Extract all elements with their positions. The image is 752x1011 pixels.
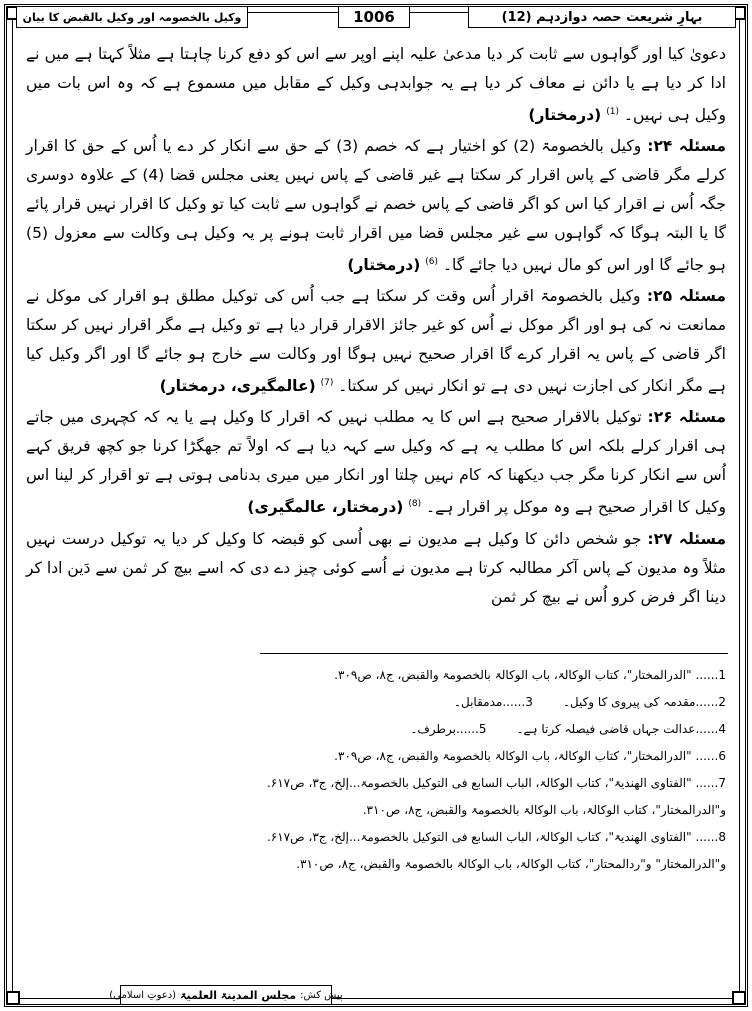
footnote-number: 1 — [718, 668, 726, 682]
paragraph-text: توکیل بالاقرار صحیح ہے اس کا یہ مطلب نہیں کہ اقرار کا وکیل ہے یا یہ کہ کچہری میں جاتے ہی اقرار کرلے بلکہ اس کا مطلب یہ ہے کہ وکیل سے کہہ دیا ہے کہ اولاً تم جھگڑا کرنا جو کچھ فریق کہے اُس سے انکار کرنا مگر جب دیکھنا کہ کام نہیں چلتا اور انکار میں میری بدنامی ہوتی ہے تو اقرار کر لینا اس وکیل کا اقرار صحیح ہے وہ موکل پر اقرار ہے۔ — [26, 408, 726, 517]
footnote-4-5: 4......عدالت جہاں قاضی فیصلہ کرتا ہے۔ 5......برطرف۔ — [26, 716, 726, 743]
page-number: 1006 — [338, 6, 410, 28]
paragraph-text: وکیل بالخصومۃ (2) کو اختیار ہے کہ خصم (3) کے حق سے انکار کر دے یا اُس کے حق کا اقرار کرلے مگر قاضی کے پاس اقرار کر سکتا ہے غیر قاضی کے پاس نہیں یعنی مجلس قضا (4) کے علاوہ دوسری جگہ اُس نے اقرار کیا اس کو اگر قاضی کے پاس خصم نے گواہوں سے ثابت کیا تو وکیل کا اقرار نہیں قرار پائے گا یا البتہ ہوگا کہ گواہوں سے غیر مجلس قضا میں اقرار ثابت ہونے پر یہ وکیل ہی وکالت سے معزول (5) ہو جائے گا اور اس کو مال نہیں دیا جائے گا۔ — [26, 137, 726, 275]
footnote-number: 5 — [478, 722, 487, 736]
corner-ornament-bottom-right — [732, 991, 746, 1005]
corner-ornament-bottom-left — [6, 991, 20, 1005]
main-text — [26, 40, 726, 614]
footnote-marker: (7) — [320, 378, 334, 389]
footer-label: پیش کش: — [300, 989, 343, 1001]
footnote-7: 7...... "الفتاوی الھندیۃ"، کتاب الوکالۃ، الباب السابع فی التوکیل بالخصومۃ...إلخ، ج۳، ص۶۱۷. — [266, 776, 726, 790]
paragraph-text: جو شخص دائن کا وکیل ہے مدیون نے بھی اُسی کو قبضہ کا وکیل کر دیا یہ توکیل درست نہیں مثلاً وہ مدیون کے پاس آکر مطالبہ کرتا ہے مدیون نے اُسے کوئی چیز دے دی کہ اسے بیچ کر ثمن سے دَین ادا کر دینا اگر فرض کرو اُس نے بیچ کر ثمن — [26, 529, 726, 606]
masala-label: مسئلہ ۲۵: — [646, 287, 726, 306]
footnote-text: عدالت جہاں قاضی فیصلہ کرتا ہے۔ — [516, 722, 696, 736]
footnote-marker: (6) — [425, 257, 439, 268]
footnote-text: "الفتاوی الھندیۃ"، کتاب الوکالۃ، الباب السابع فی التوکیل بالخصومۃ...إلخ، ج۳، ص۶۱۷. — [266, 830, 692, 844]
footnote-7-continued — [26, 797, 726, 824]
footnote-text: مقدمہ کی پیروی کا وکیل۔ — [562, 695, 696, 709]
footnote-8-continued — [26, 851, 726, 878]
publisher-footer — [109, 985, 343, 1005]
footnote-marker: (8) — [408, 499, 422, 510]
footnote-text: برطرف۔ — [410, 722, 456, 736]
footnote-number: 3 — [525, 695, 533, 709]
source-reference: (عالمگیری، درمختار) — [159, 377, 316, 396]
footnotes — [26, 662, 726, 878]
chapter-title: وکیل بالخصومہ اور وکیل بالقبض کا بیان — [16, 6, 248, 28]
footnote-text: مدمقابل۔ — [453, 695, 503, 709]
footnote-6: 6...... "الدرالمختار"، کتاب الوکالۃ، باب الوکالۃ بالخصومۃ والقبض، ج۸، ص۳۰۹. — [334, 749, 726, 763]
masala-label: مسئلہ ۲۷: — [647, 529, 726, 548]
page-header — [16, 6, 736, 30]
footnote-number: 8 — [718, 830, 726, 844]
source-reference: (درمختار) — [347, 256, 421, 275]
footnote-1: 1...... "الدرالمختار"، کتاب الوکالۃ، باب الوکالۃ بالخصومۃ والقبض، ج۸، ص۳۰۹. — [334, 668, 726, 682]
footnote-number: 4 — [718, 722, 726, 736]
footnote-text: و"الدرالمختار" و"ردالمحتار"، کتاب الوکالۃ، باب الوکالۃ بالخصومۃ والقبض، ج۸، ص۳۱۰. — [296, 857, 726, 871]
organization-name: (دعوتِ اسلامی) — [109, 989, 177, 1001]
footnote-number: 6 — [718, 749, 726, 763]
book-title: بہارِ شریعت حصہ دوازدہم (12) — [468, 6, 736, 28]
paragraph-text: وکیل بالخصومۃ اقرار اُس وقت کر سکتا ہے جب اُس کی توکیل مطلق ہو اقرار کی موکل نے ممانعت نہ کی ہو اور اگر موکل نے اُس کو غیر جائز الاقرار قرار دیا ہے تو وکیل ہے مگر اقرار نہیں کر سکتا اگر قاضی کے پاس یہ اقرار کرے گا اقرار صحیح نہیں ہوگا اور وکالت سے خارج ہو جائے گا اور اگر وکیل کیا ہے مگر انکار کی اجازت نہیں دی ہے تو انکار نہیں کر سکتا۔ — [26, 287, 726, 396]
footnote-text: و"الدرالمختار"، کتاب الوکالۃ، باب الوکالۃ بالخصومۃ والقبض، ج۸، ص۳۱۰. — [362, 803, 726, 817]
masala-26 — [26, 403, 726, 522]
masala-label: مسئلہ ۲۶: — [647, 408, 726, 427]
source-reference: (درمختار، عالمگیری) — [247, 498, 404, 517]
footnote-text: "الدرالمختار"، کتاب الوکالۃ، باب الوکالۃ بالخصومۃ والقبض، ج۸، ص۳۰۹. — [334, 749, 692, 763]
footnote-2-3: 2......مقدمہ کی پیروی کا وکیل۔ 3......مدمقابل۔ — [26, 689, 726, 716]
masala-27 — [26, 525, 726, 612]
publisher-name: مجلس المدینۃ العلمیۃ — [180, 988, 297, 1002]
paragraph-text: دعویٰ کیا اور گواہوں سے ثابت کر دیا مدعیٰ علیہ اپنے اوپر سے اس کو دفع کرنا چاہتا ہے مثلاً کہتا ہے میں نے ادا کر دیا ہے یا دائن نے معاف کر دیا ہے یہ جوابدہی وکیل کے مقابل میں مسموع ہے کہ وہ اس بات میں وکیل ہی نہیں۔ — [26, 45, 726, 125]
footnote-divider — [260, 653, 728, 654]
footnote-marker: (1) — [606, 107, 619, 117]
footnote-8: 8...... "الفتاوی الھندیۃ"، کتاب الوکالۃ، الباب السابع فی التوکیل بالخصومۃ...إلخ، ج۳، ص۶۱۷. — [266, 830, 726, 844]
footnote-number: 2 — [718, 695, 726, 709]
masala-label: مسئلہ ۲۴: — [647, 137, 726, 156]
masala-25 — [26, 282, 726, 401]
footnote-text: "الفتاوی الھندیۃ"، کتاب الوکالۃ، الباب السابع فی التوکیل بالخصومۃ...إلخ، ج۳، ص۶۱۷. — [266, 776, 692, 790]
paragraph-intro — [26, 40, 726, 130]
source-reference: (درمختار) — [528, 106, 602, 125]
footnote-number: 7 — [718, 776, 726, 790]
footnote-text: "الدرالمختار"، کتاب الوکالۃ، باب الوکالۃ بالخصومۃ والقبض، ج۸، ص۳۰۹. — [334, 668, 692, 682]
masala-24 — [26, 132, 726, 280]
